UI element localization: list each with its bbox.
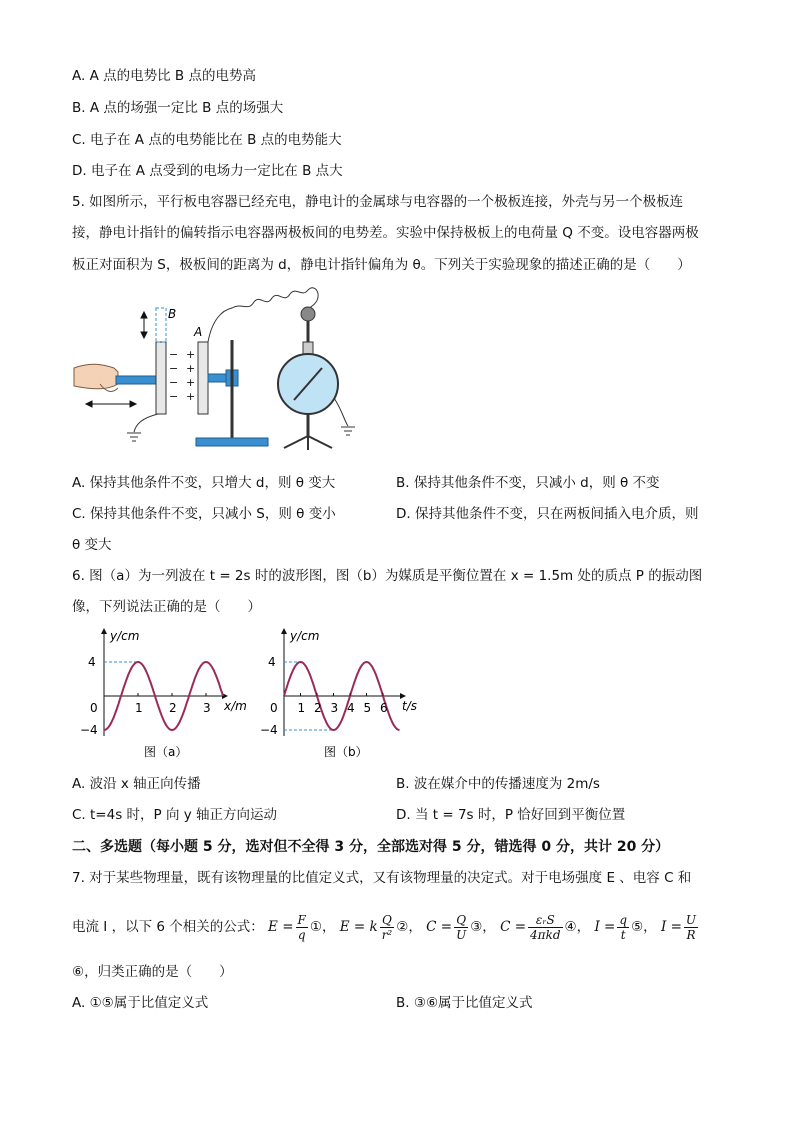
chart-caption: 图（a） [144, 745, 188, 759]
q6-option-a: A. 波沿 x 轴正向传播 [72, 776, 201, 792]
y-tick-label: 0 [90, 701, 98, 715]
y-tick-label: −4 [80, 723, 98, 737]
q5-option-a: A. 保持其他条件不变，只增大 d，则 θ 变大 [72, 475, 336, 491]
x-tick-label: 1 [135, 701, 143, 715]
q6-option-d: D. 当 t = 7s 时，P 恰好回到平衡位置 [396, 807, 626, 823]
wave-graph-a [72, 626, 252, 766]
x-tick-label: 3 [203, 701, 211, 715]
svg-text:−: − [169, 390, 179, 403]
x-tick-label: 6 [380, 701, 388, 715]
svg-text:−: − [169, 362, 179, 375]
hand-icon [74, 364, 118, 389]
svg-text:+: + [186, 348, 196, 361]
y-tick-label: −4 [260, 723, 278, 737]
q4-option-a: A. A 点的电势比 B 点的电势高 [72, 68, 256, 84]
x-axis-label: t/s [402, 699, 417, 713]
q6-option-b: B. 波在媒介中的传播速度为 2m/s [396, 776, 600, 792]
q7-option-a: A. ①⑤属于比值定义式 [72, 995, 209, 1011]
q5-stem-line2: 接，静电计指针的偏转指示电容器两极板间的电势差。实验中保持极板上的电荷量 Q 不变。设电容器两极 [72, 225, 699, 241]
q5-option-c: C. 保持其他条件不变，只减小 S，则 θ 变小 [72, 506, 336, 522]
q5-option-d-continued: θ 变大 [72, 537, 112, 553]
q5-stem-line1: 5. 如图所示，平行板电容器已经充电，静电计的金属球与电容器的一个极板连接，外壳与另一个极板连 [72, 194, 684, 210]
x-tick-label: 3 [330, 701, 339, 715]
svg-text:+: + [186, 376, 196, 389]
q5-option-b: B. 保持其他条件不变，只减小 d，则 θ 不变 [396, 475, 660, 491]
q4-option-c: C. 电子在 A 点的电势能比在 B 点的电势能大 [72, 132, 342, 148]
stand-base [196, 438, 268, 446]
q6-option-c: C. t=4s 时，P 向 y 轴正方向运动 [72, 807, 278, 823]
label-b: B [168, 307, 177, 321]
q6-stem-line2: 像，下列说法正确的是（ ） [72, 599, 261, 615]
horizontal-arrow-icon [86, 401, 136, 407]
y-axis-label: y/cm [290, 629, 320, 643]
x-tick-label: 5 [363, 701, 372, 715]
q7-option-b: B. ③⑥属于比值定义式 [396, 995, 533, 1011]
y-axis-arrow-icon [281, 628, 287, 634]
q7-stem-line3: ⑥，归类正确的是（ ） [72, 964, 233, 980]
svg-text:−: − [169, 348, 179, 361]
section-heading: 二、多选题（每小题 5 分，选对但不全得 3 分，全部选对得 5 分，错选得 0 分，共计 20 分） [72, 839, 670, 855]
label-a: A [194, 325, 203, 339]
metal-ball [301, 307, 315, 321]
chart-caption: 图（b） [324, 745, 368, 759]
x-tick-label: 2 [169, 701, 177, 715]
vertical-arrow-icon [141, 312, 147, 338]
y-tick-label: 4 [88, 655, 96, 669]
q4-option-d: D. 电子在 A 点受到的电场力一定比在 B 点大 [72, 163, 343, 179]
plate-b [156, 342, 166, 414]
q7-formula-line: 电流 I ，以下 6 个相关的公式： E = $\frac{F}{q}$ ①， E = k $\frac{Q}{\text{r²}}$ ②， C = $\frac{Q}{U}$ ③， C = $\frac{\text{εᵣS}}{\text{4πkd}}$ ④， I = $\frac{q}{t}$ ⑤， I = $\frac{U}{R}$ [72, 912, 697, 942]
y-tick-label: 0 [270, 701, 278, 715]
q7-stem-line1: 7. 对于某些物理量，既有该物理量的比值定义式，又有该物理量的决定式。对于电场强度 E 、电容 C 和 [72, 870, 692, 886]
plate-a [198, 342, 208, 414]
svg-text:+: + [186, 362, 196, 375]
svg-text:−: − [169, 376, 179, 389]
q5-option-d: D. 保持其他条件不变，只在两板间插入电介质，则 [396, 506, 699, 522]
y-axis-label: y/cm [110, 629, 140, 643]
x-tick-label: 4 [347, 701, 355, 715]
x-axis-label: x/m [224, 699, 247, 713]
insulating-handle [116, 376, 156, 384]
q4-option-b: B. A 点的场强一定比 B 点的场强大 [72, 100, 284, 116]
capacitor-electroscope-figure [72, 280, 372, 455]
vibration-graph-b [262, 626, 422, 766]
y-axis-arrow-icon [101, 628, 107, 634]
axes [281, 628, 406, 736]
svg-text:+: + [186, 390, 196, 403]
y-tick-label: 4 [268, 655, 276, 669]
x-tick-label: 2 [314, 701, 322, 715]
q5-stem-line3: 板正对面积为 S，极板间的距离为 d，静电计指针偏角为 θ。下列关于实验现象的描述正确的是（ ） [72, 257, 691, 273]
ground-icon [127, 433, 141, 441]
x-tick-label: 1 [297, 701, 306, 715]
q6-stem-line1: 6. 图（a）为一列波在 t = 2s 时的波形图，图（b）为媒质是平衡位置在 x = 1.5m 处的质点 P 的振动图 [72, 568, 703, 584]
